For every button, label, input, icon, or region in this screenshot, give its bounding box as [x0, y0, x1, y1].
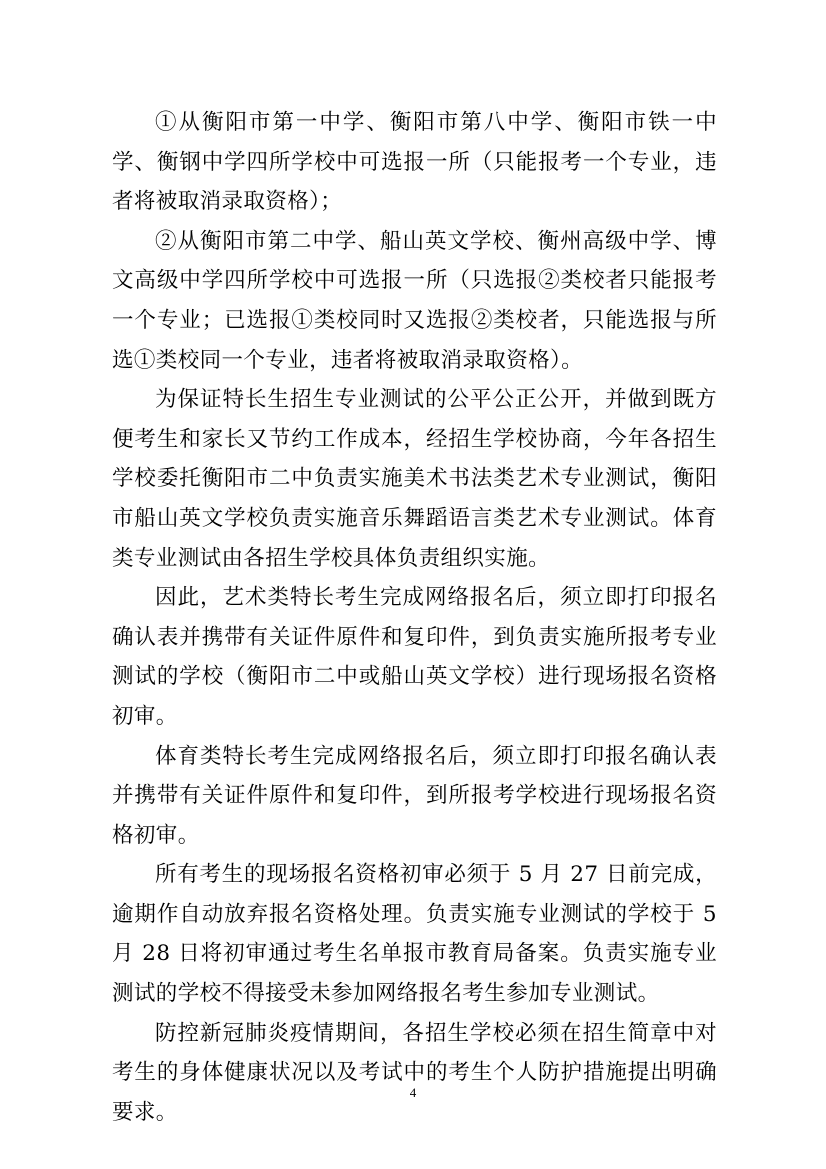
document-body	[112, 103, 717, 1132]
paragraph-sports-students: 体育类特长考生完成网络报名后，须立即打印报名确认表并携带有关证件原件和复印件，到所报考学校进行现场报名资格初审。	[112, 743, 717, 848]
paragraph-epidemic-prevention: 防控新冠肺炎疫情期间，各招生学校必须在招生简章中对考生的身体健康状况以及考试中的考生个人防护措施提出明确要求。	[112, 1020, 717, 1125]
paragraph-class-two-schools: ②从衡阳市第二中学、船山英文学校、衡州高级中学、博文高级中学四所学校中可选报一所（只选报②类校者只能报考一个专业；已选报①类校同时又选报②类校者，只能选报与所选①类校同一个专业，违者将被取消录取资格）。	[112, 228, 717, 373]
paragraph-review-deadline: 所有考生的现场报名资格初审必须于 5 月 27 日前完成，逾期作自动放弃报名资格处理。负责实施专业测试的学校于 5 月 28 日将初审通过考生名单报市教育局备案。负责实施专业测试的学校不得接受未参加网络报名考生参加专业测试。	[112, 862, 717, 1007]
paragraph-art-students: 因此，艺术类特长考生完成网络报名后，须立即打印报名确认表并携带有关证件原件和复印件，到负责实施所报考专业测试的学校（衡阳市二中或船山英文学校）进行现场报名资格初审。	[112, 585, 717, 729]
paragraph-test-arrangement: 为保证特长生招生专业测试的公平公正公开，并做到既方便考生和家长又节约工作成本，经招生学校协商，今年各招生学校委托衡阳市二中负责实施美术书法类艺术专业测试，衡阳市船山英文学校负责实施音乐舞蹈语言类艺术专业测试。体育类专业测试由各招生学校具体负责组织实施。	[112, 387, 717, 571]
paragraph-class-one-schools: ①从衡阳市第一中学、衡阳市第八中学、衡阳市铁一中学、衡钢中学四所学校中可选报一所（只能报考一个专业，违者将被取消录取资格）；	[112, 110, 717, 215]
page-number: 4	[409, 1085, 417, 1100]
